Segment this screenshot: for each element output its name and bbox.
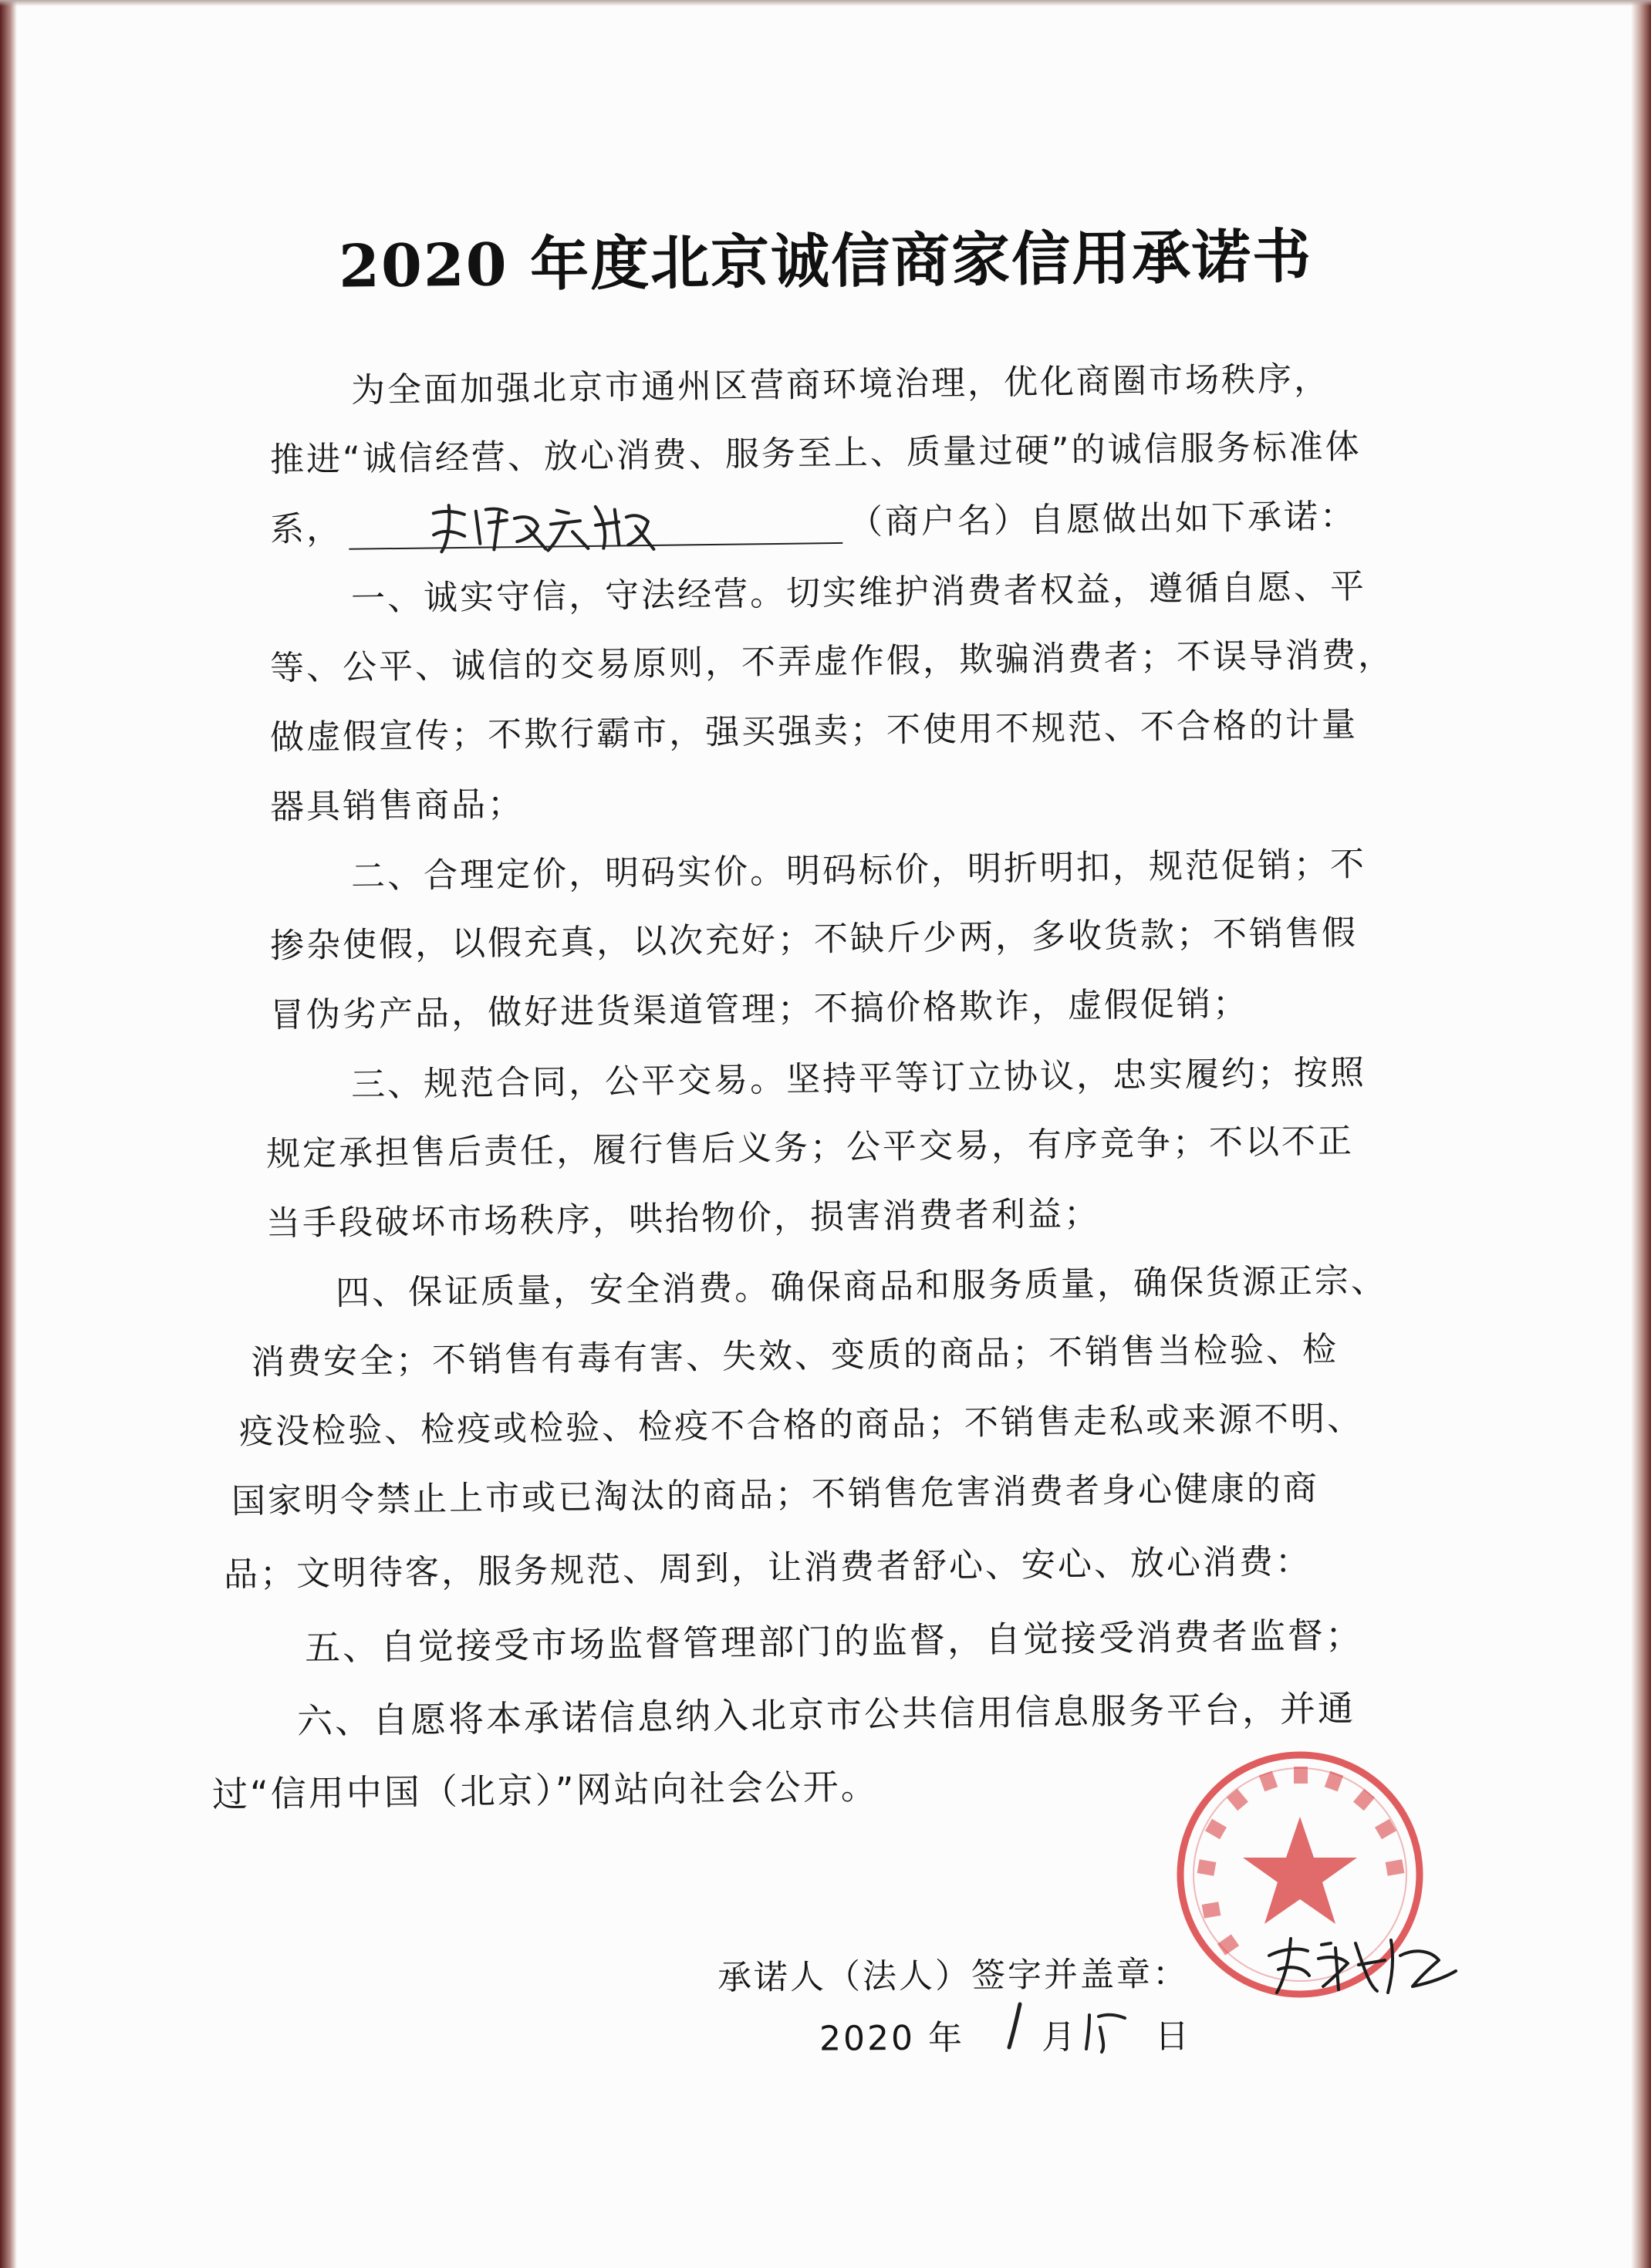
clause-4-line-1: 四、保证质量，安全消费。确保商品和服务质量，确保货源正宗、 (335, 1261, 1388, 1313)
clause-1-line-1: 一、诚实守信，守法经营。切实维护消费者权益，遵循自愿、平 (350, 566, 1367, 619)
clause-1-line-4: 器具销售商品； (269, 784, 525, 827)
date-month-label: 月 (1041, 2017, 1079, 2057)
clause-4-line-5: 品；文明待客，服务规范、周到，让消费者舒心、安心、放心消费： (223, 1541, 1312, 1595)
date-day-label: 日 (1154, 2017, 1192, 2057)
legal-person-signature (1261, 1925, 1462, 2002)
clause-3-line-1: 三、规范合同，公平交易。坚持平等订立协议，忠实履约；按照 (350, 1052, 1367, 1105)
page-edge-shadow-right (1631, 0, 1651, 2268)
clause-6-line-1: 六、自愿将本承诺信息纳入北京市公共信用信息服务平台，并通 (296, 1687, 1356, 1742)
document-title: 2020 年度北京诚信商家信用承诺书 (338, 221, 1313, 301)
clause-1-line-3: 做虚假宣传；不欺行霸市，强买强卖；不使用不规范、不合格的计量 (269, 704, 1359, 758)
merchant-suffix: （商户名）自愿做出如下承诺： (848, 496, 1357, 542)
intro-line-1: 为全面加强北京市通州区营商环境治理，优化商圈市场秩序， (350, 359, 1331, 410)
clause-2-line-2: 掺杂使假，以假充真，以次充好；不缺斤少两，多收货款；不销售假 (269, 913, 1359, 966)
page-edge-shadow-top (0, 0, 1651, 6)
clause-2-line-3: 冒伪劣产品，做好进货渠道管理；不搞价格欺诈，虚假促销； (269, 984, 1250, 1035)
date-day-handwriting (1080, 2004, 1142, 2058)
merchant-prefix: 系， (269, 508, 343, 549)
clause-4-line-2: 消费安全；不销售有毒有害、失效、变质的商品；不销售当检验、检 (250, 1329, 1339, 1382)
clause-4-line-4: 国家明令禁止上市或已淘汰的商品；不销售危害消费者身心健康的商 (231, 1468, 1320, 1521)
clause-2-line-1: 二、合理定价，明码实价。明码标价，明折明扣，规范促销；不 (350, 844, 1367, 896)
clause-3-line-3: 当手段破坏市场秩序，哄抬物价，损害消费者利益； (265, 1193, 1101, 1244)
date-month-handwriting (986, 1998, 1048, 2052)
clause-4-line-3: 疫没检验、检疫或检验、检疫不合格的商品；不销售走私或来源不明、 (238, 1399, 1364, 1452)
date-year: 2020 年 (819, 2018, 965, 2059)
merchant-name-handwriting (349, 494, 674, 559)
merchant-line (270, 488, 1357, 551)
signer-label: 承诺人（法人）签字并盖章： (717, 1954, 1190, 1998)
merchant-name-field (349, 504, 843, 550)
page-edge-shadow-left (0, 0, 17, 2268)
intro-line-2: 推进“诚信经营、放心消费、服务至上、质量过硬”的诚信服务标准体 (269, 427, 1362, 480)
clause-5-line-1: 五、自觉接受市场监督管理部门的监督，自觉接受消费者监督； (304, 1614, 1364, 1669)
clause-1-line-2: 等、公平、诚信的交易原则，不弄虚作假，欺骗消费者；不误导消费， (269, 635, 1395, 688)
clause-3-line-2: 规定承担售后责任，履行售后义务；公平交易，有序竞争；不以不正 (265, 1121, 1355, 1174)
clause-6-line-2: 过“信用中国（北京）”网站向社会公开。 (211, 1765, 879, 1815)
